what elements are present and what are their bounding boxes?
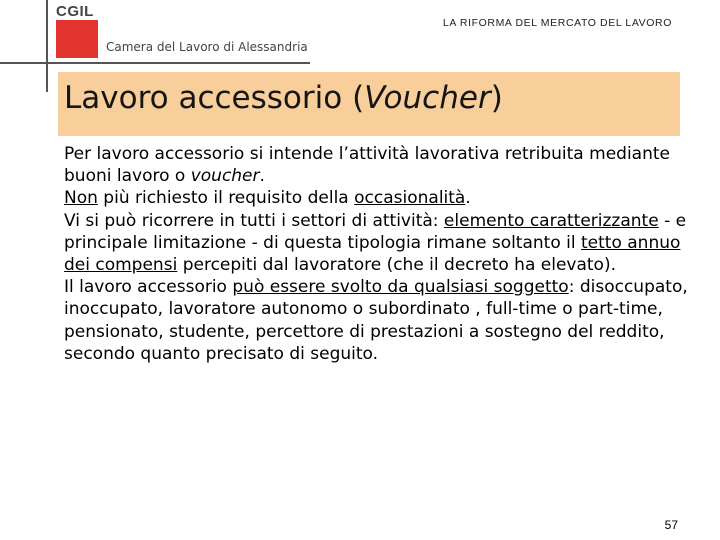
text-segment: Vi si può ricorrere in tutti i settori di attività: bbox=[64, 210, 444, 231]
cgil-logo-block bbox=[56, 20, 98, 58]
slide-title-suffix: ) bbox=[490, 80, 503, 116]
text-segment: Il lavoro accessorio bbox=[64, 277, 233, 298]
text-segment: Per lavoro accessorio si intende l’attività lavorativa retribuita mediante buoni lavoro o bbox=[64, 144, 670, 187]
vertical-rule bbox=[46, 0, 48, 92]
text-segment: - e principale limitazione - di questa tipologia rimane soltanto il bbox=[64, 210, 687, 253]
slide-title-prefix: Lavoro accessorio ( bbox=[64, 80, 365, 116]
slide-title-italic: Voucher bbox=[364, 80, 491, 116]
text-segment: occasionalità bbox=[354, 188, 466, 209]
text-segment: percepiti dal lavoratore (che il decreto ha elevato). bbox=[177, 255, 616, 276]
text-segment: più richiesto il requisito della bbox=[97, 188, 355, 209]
paragraph bbox=[64, 276, 704, 365]
text-segment: : disoccupato, inoccupato, lavoratore autonomo o subordinato , full-time o part-time, pensionato, studente, percettore di prestazioni a sostegno del reddito, secondo quanto precisato di seguito. bbox=[64, 277, 688, 364]
text-segment: può essere svolto da qualsiasi soggetto bbox=[232, 277, 569, 298]
text-segment: . bbox=[465, 188, 471, 209]
header-title: LA RIFORMA DEL MERCATO DEL LAVORO bbox=[442, 17, 672, 29]
text-segment: Non bbox=[64, 188, 98, 209]
text-segment: tetto annuo dei compensi bbox=[64, 232, 681, 276]
horizontal-rule bbox=[0, 62, 310, 64]
page-number: 57 bbox=[664, 518, 678, 532]
paragraph bbox=[64, 143, 704, 187]
slide-body bbox=[64, 143, 704, 365]
paragraph bbox=[64, 187, 704, 209]
text-segment: elemento caratterizzante bbox=[443, 210, 659, 231]
paragraph bbox=[64, 210, 704, 277]
cgil-logo: CGIL bbox=[56, 3, 94, 20]
slide-title bbox=[64, 80, 503, 116]
text-segment: voucher bbox=[190, 166, 260, 187]
organization-name: Camera del Lavoro di Alessandria bbox=[106, 40, 308, 54]
text-segment: . bbox=[259, 166, 265, 187]
